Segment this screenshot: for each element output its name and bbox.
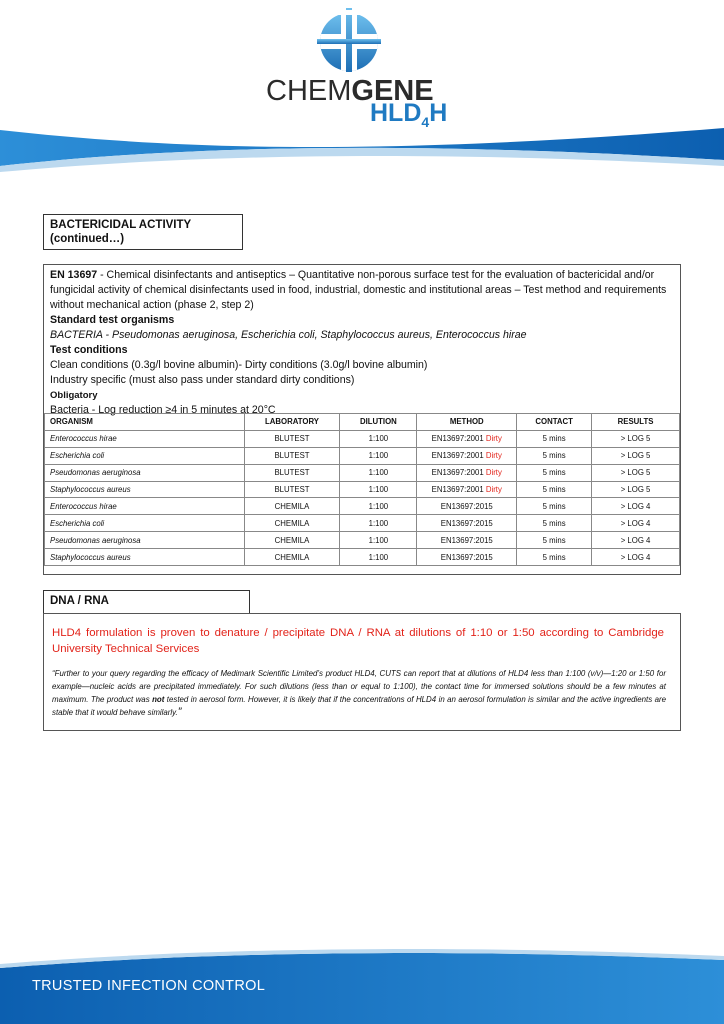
method-cell: EN13697:2015 xyxy=(417,498,517,515)
lab-cell: BLUTEST xyxy=(244,430,340,447)
column-header: DILUTION xyxy=(340,414,417,431)
organism-cell: Pseudomonas aeruginosa xyxy=(45,464,245,481)
organism-cell: Escherichia coli xyxy=(45,447,245,464)
organism-cell: Staphylococcus aureus xyxy=(45,549,245,566)
standard-description: EN 13697 - Chemical disinfectants and antiseptics – Quantitative non-porous surface test for the evaluation of bactericidal and/or fungicidal activity of chemical disinfectants used in food, industrial, domestic and institutional areas – Test method and requirements without mechanical action (phase 2, step 2) xyxy=(50,269,667,311)
organism-cell: Escherichia coli xyxy=(45,515,245,532)
dilution-cell: 1:100 xyxy=(340,481,417,498)
table-row xyxy=(45,464,680,481)
method-cell: EN13697:2015 xyxy=(417,515,517,532)
section-title-dna-rna: DNA / RNA xyxy=(43,590,250,614)
dilution-cell: 1:100 xyxy=(340,447,417,464)
lab-cell: CHEMILA xyxy=(244,532,340,549)
lab-cell: CHEMILA xyxy=(244,549,340,566)
brand-wordmark: CHEMGENE xyxy=(266,75,434,107)
method-cell: EN13697:2001 Dirty xyxy=(417,481,517,498)
header-wave xyxy=(0,120,724,190)
result-cell: > LOG 4 xyxy=(592,549,680,566)
column-header: CONTACT xyxy=(517,414,592,431)
contact-cell: 5 mins xyxy=(517,532,592,549)
dilution-cell: 1:100 xyxy=(340,515,417,532)
table-row xyxy=(45,532,680,549)
lab-cell: BLUTEST xyxy=(244,481,340,498)
table-row xyxy=(45,549,680,566)
dna-headline: HLD4 formulation is proven to denature / precipitate DNA / RNA at dilutions of 1:10 or 1:50 according to Cambridge University Technical Services xyxy=(52,627,664,655)
column-header: RESULTS xyxy=(592,414,680,431)
organism-cell: Enterococcus hirae xyxy=(45,498,245,515)
conditions-line-2: Industry specific (must also pass under standard dirty conditions) xyxy=(50,374,355,386)
organisms-text: BACTERIA - Pseudomonas aeruginosa, Escherichia coli, Staphylococcus aureus, Enterococcus hirae xyxy=(50,329,527,341)
dilution-cell: 1:100 xyxy=(340,549,417,566)
footer-tagline: TRUSTED INFECTION CONTROL xyxy=(32,978,266,994)
conditions-heading: Test conditions xyxy=(50,344,128,356)
brand-header xyxy=(0,0,724,130)
dna-rna-section xyxy=(43,613,681,731)
result-cell: > LOG 5 xyxy=(592,447,680,464)
contact-cell: 5 mins xyxy=(517,464,592,481)
organism-cell: Pseudomonas aeruginosa xyxy=(45,532,245,549)
lab-cell: CHEMILA xyxy=(244,498,340,515)
method-cell: EN13697:2001 Dirty xyxy=(417,447,517,464)
results-table xyxy=(44,413,680,566)
section-title-bactericidal: BACTERICIDAL ACTIVITY (continued…) xyxy=(43,214,243,250)
method-cell: EN13697:2015 xyxy=(417,549,517,566)
table-row xyxy=(45,498,680,515)
dilution-cell: 1:100 xyxy=(340,532,417,549)
result-cell: > LOG 4 xyxy=(592,498,680,515)
organism-cell: Staphylococcus aureus xyxy=(45,481,245,498)
column-header: LABORATORY xyxy=(244,414,340,431)
dilution-cell: 1:100 xyxy=(340,464,417,481)
conditions-line-1: Clean conditions (0.3g/l bovine albumin)- Dirty conditions (3.0g/l bovine albumin) xyxy=(50,359,428,371)
column-header: ORGANISM xyxy=(45,414,245,431)
lab-cell: BLUTEST xyxy=(244,447,340,464)
contact-cell: 5 mins xyxy=(517,447,592,464)
result-cell: > LOG 5 xyxy=(592,430,680,447)
result-cell: > LOG 4 xyxy=(592,532,680,549)
method-cell: EN13697:2001 Dirty xyxy=(417,430,517,447)
lab-cell: BLUTEST xyxy=(244,464,340,481)
result-cell: > LOG 4 xyxy=(592,515,680,532)
obligatory-text: Bacteria - Log reduction ≥4 in 5 minutes at 20°C xyxy=(50,404,276,416)
result-cell: > LOG 5 xyxy=(592,481,680,498)
result-cell: > LOG 5 xyxy=(592,464,680,481)
method-cell: EN13697:2015 xyxy=(417,532,517,549)
column-header: METHOD xyxy=(417,414,517,431)
table-row xyxy=(45,515,680,532)
obligatory-heading: Obligatory xyxy=(50,390,98,401)
organisms-heading: Standard test organisms xyxy=(50,314,175,326)
table-header-row xyxy=(45,414,680,431)
contact-cell: 5 mins xyxy=(517,549,592,566)
cuts-quote: “Further to your query regarding the efficacy of Medimark Scientific Limited’s product HLD4, CUTS can report that at dilutions of HLD4 less than 1:100 (v/v)—1:20 or 1:50 for example—nucleic acids are precipitated immediately. For such dilutions (less than or equal to 1:100), the contact time for immersed solutions should be a few minutes at maximum. The product was not tested in aerosol form. However, it is likely that if the concentrations of HLD4 in an aerosol formulation is similar and the active ingredients are stable that it would behave similarly.” xyxy=(52,669,666,718)
cross-globe-icon xyxy=(317,8,381,72)
table-row xyxy=(45,430,680,447)
en13697-section xyxy=(43,264,681,575)
lab-cell: CHEMILA xyxy=(244,515,340,532)
contact-cell: 5 mins xyxy=(517,430,592,447)
contact-cell: 5 mins xyxy=(517,498,592,515)
method-cell: EN13697:2001 Dirty xyxy=(417,464,517,481)
dilution-cell: 1:100 xyxy=(340,498,417,515)
dilution-cell: 1:100 xyxy=(340,430,417,447)
contact-cell: 5 mins xyxy=(517,481,592,498)
contact-cell: 5 mins xyxy=(517,515,592,532)
product-wordmark: $HLD_4H$ xyxy=(370,99,448,130)
table-row xyxy=(45,481,680,498)
table-row xyxy=(45,447,680,464)
organism-cell: Enterococcus hirae xyxy=(45,430,245,447)
